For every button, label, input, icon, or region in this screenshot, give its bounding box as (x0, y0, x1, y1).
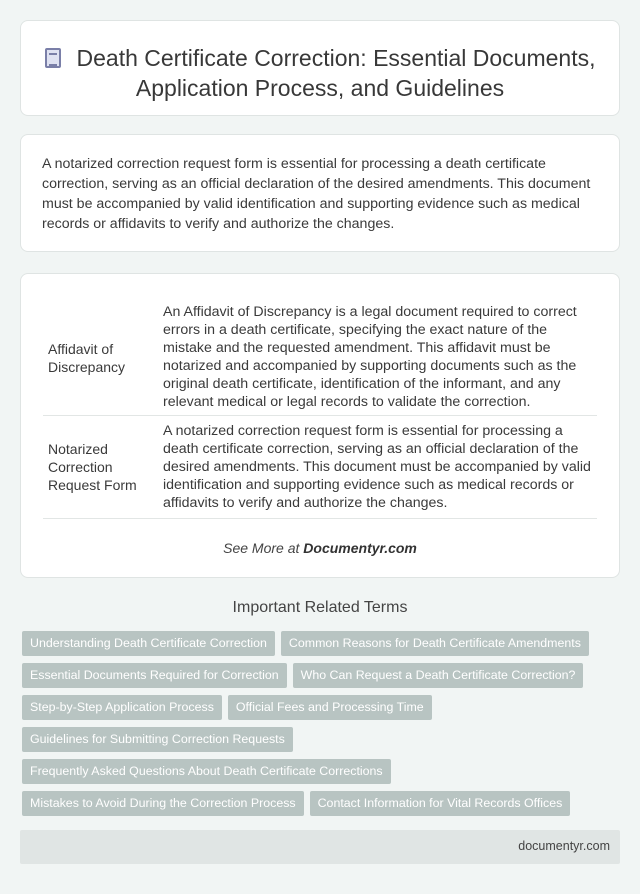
header-card (20, 20, 620, 116)
document-icon (45, 48, 61, 68)
tag-row (22, 695, 622, 727)
related-terms-list (22, 631, 622, 823)
page-title-text: Death Certificate Correction: Essential Documents, Application Process, and Guidelines (76, 45, 596, 101)
intro-paragraph: A notarized correction request form is essential for processing a death certificate correction, serving as an official declaration of the desired amendments. This document must be accompanied by valid identification and supporting evidence such as medical records or affidavits to verify and authorize the changes. (42, 156, 591, 232)
footer-site-link[interactable]: documentyr.com (518, 839, 610, 853)
related-term-tag[interactable]: Guidelines for Submitting Correction Requests (22, 727, 293, 752)
document-description: An Affidavit of Discrepancy is a legal document required to correct errors in a death certificate, specifying the exact nature of the mistake and the requested amendment. This affidavit must be notarized and accompanied by supporting documents such as the original death certificate, identification of the informant, and any relevant medical or legal records to validate the correction. (147, 300, 597, 416)
documents-table (43, 300, 597, 519)
tag-row (22, 727, 622, 759)
document-term: Affidavit of Discrepancy (43, 300, 147, 416)
related-term-tag[interactable]: Official Fees and Processing Time (228, 695, 432, 720)
tag-row (22, 759, 622, 791)
related-term-tag[interactable]: Step-by-Step Application Process (22, 695, 222, 720)
document-description: A notarized correction request form is essential for processing a death certificate correction, serving as an official declaration of the desired amendments. This document must be accompanied by valid identification and supporting evidence such as medical records or affidavits to verify and authorize the changes. (147, 416, 597, 519)
page-title (41, 43, 599, 103)
tag-row (22, 631, 622, 663)
related-terms-heading: Important Related Terms (232, 599, 408, 616)
tag-row (22, 663, 622, 695)
related-term-tag[interactable]: Contact Information for Vital Records Offices (310, 791, 571, 816)
see-more-link[interactable]: Documentyr.com (303, 540, 417, 556)
documents-card (20, 273, 620, 578)
related-term-tag[interactable]: Who Can Request a Death Certificate Correction? (293, 663, 584, 688)
related-term-tag[interactable]: Understanding Death Certificate Correction (22, 631, 275, 656)
footer-bar (20, 830, 620, 864)
related-term-tag[interactable]: Mistakes to Avoid During the Correction Process (22, 791, 304, 816)
table-row (43, 416, 597, 519)
tag-row (22, 791, 622, 823)
related-term-tag[interactable]: Common Reasons for Death Certificate Amendments (281, 631, 589, 656)
see-more-prefix: See More at (223, 540, 300, 556)
see-more-line (21, 540, 619, 556)
table-row (43, 300, 597, 416)
related-term-tag[interactable]: Essential Documents Required for Correction (22, 663, 287, 688)
intro-card (20, 134, 620, 252)
document-term: Notarized Correction Request Form (43, 416, 147, 519)
related-term-tag[interactable]: Frequently Asked Questions About Death Certificate Corrections (22, 759, 391, 784)
